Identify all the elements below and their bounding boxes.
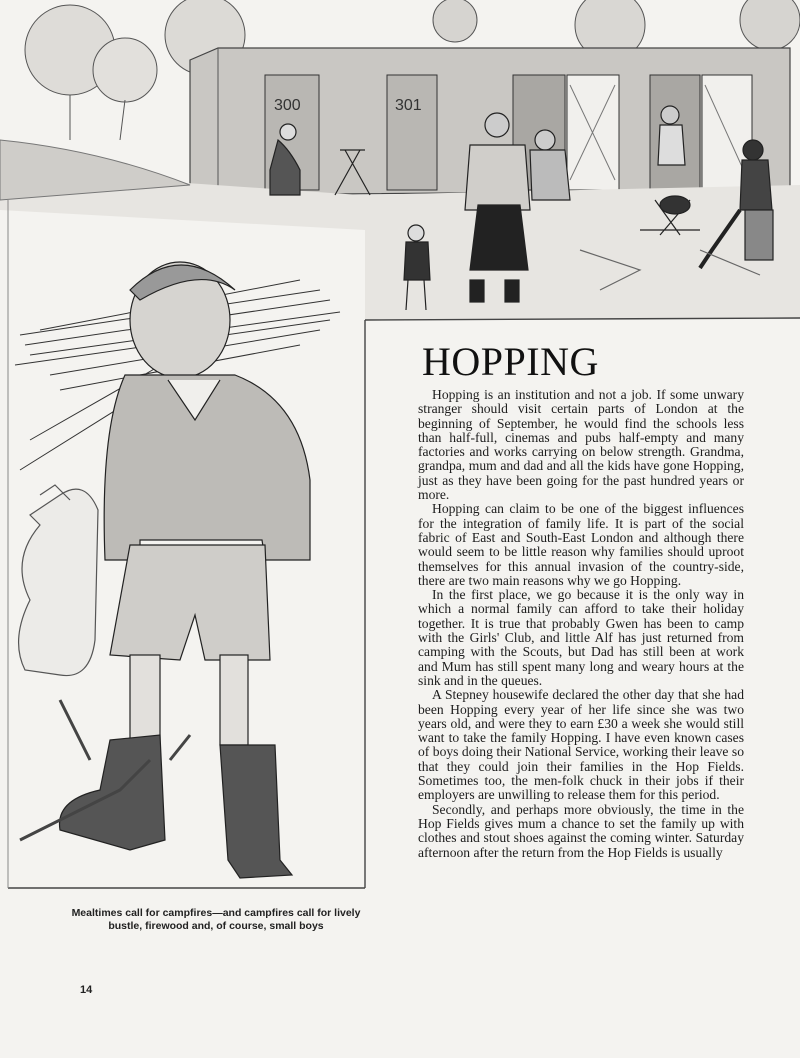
article-title: HOPPING (422, 339, 599, 384)
article-paragraph: Secondly, and perhaps more obviously, the time in the Hop Fields gives mum a chance to set the family up with clothes and stout shoes against the coming winter. Saturday afternoon after the return from the Hop Fields is usually (418, 801, 744, 860)
article-paragraph: A Stepney housewife declared the other day that she had been Hopping every year of her life since she was two years old, and were they to earn £30 a week she would still want to take the family Hopping. I have even known cases of boys doing their National Service, working their leave so that they could join their families in the Hop Fields. Sometimes too, the men-folk chuck in their jobs if their employers are unwilling to release them for this period. (418, 687, 744, 803)
illustration-caption: Mealtimes call for campfires—and campfires call for lively bustle, firewood and, of course, small boys (71, 907, 361, 932)
article (418, 339, 744, 860)
page-number: 14 (80, 984, 93, 996)
article-paragraph: Hopping can claim to be one of the biggest influences for the integration of family life. It is part of the social fabric of East and South-East London and although there would seem to be little reason why families should uproot themselves for this annual invasion of the country-side, there are two main reasons why we go Hopping. (418, 501, 744, 588)
hut-number-300: 300 (274, 97, 301, 114)
article-paragraph: In the first place, we go because it is the only way in which a normal family can afford to take their holiday together. It is true that probably Gwen has been to camp with the Girls' Club, and little Alf has just returned from camping with the Scouts, but Dad has still been at work and Mum has still spent many long and weary hours at the sink and in the queues. (418, 587, 744, 688)
hut-number-301: 301 (395, 97, 422, 114)
boy-with-firewood (15, 262, 340, 878)
article-paragraph: Hopping is an institution and not a job. If some unwary stranger should visit certain parts of London at the beginning of September, he would find the schools less than half-full, cinemas and pubs half-empty and many factories and works carrying on below strength. Grandma, grandpa, mum and dad and all the kids have gone Hopping, just as they have been going for the past hundred years or more. (418, 387, 744, 503)
article-body (418, 388, 744, 860)
